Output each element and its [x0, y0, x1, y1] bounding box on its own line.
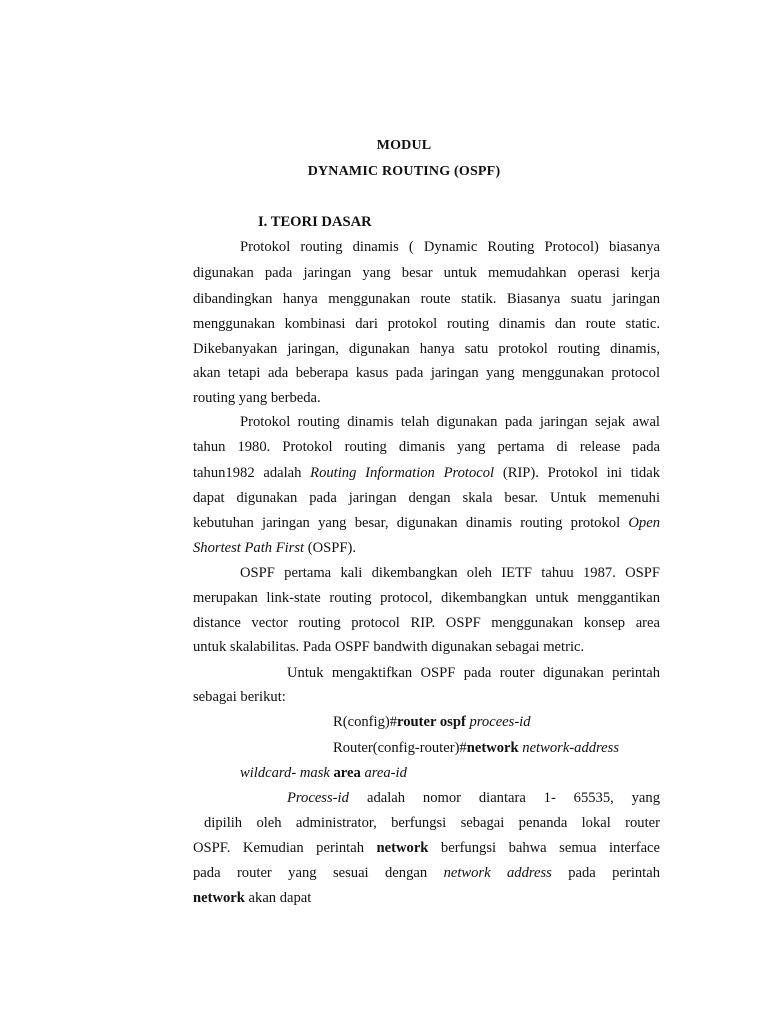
p4-line-2: sebagai berikut:	[193, 689, 286, 705]
p3-line-2: merupakan link-state routing protocol, dikembangkan untuk menggantikan	[193, 590, 660, 606]
doc-title-modul: MODUL	[376, 138, 432, 153]
p2-line-5: kebutuhan jaringan yang besar, digunakan dinamis routing protokol Open	[193, 515, 660, 531]
p2-line-1: Protokol routing dinamis telah digunakan pada jaringan sejak awal	[240, 414, 660, 430]
command-wildcard-area: wildcard- mask area area-id	[240, 765, 407, 781]
p1-line-1: Protokol routing dinamis ( Dynamic Routing Protocol) biasanya	[240, 239, 660, 255]
p1-line-4: menggunakan kombinasi dari protokol routing dinamis dan route static.	[193, 316, 660, 332]
p4-line-1: Untuk mengaktifkan OSPF pada router digunakan perintah	[287, 665, 660, 681]
p3-line-3: distance vector routing protocol RIP. OSPF menggunakan konsep area	[193, 615, 660, 631]
p5-line-4: pada router yang sesuai dengan network address pada perintah	[193, 865, 660, 881]
p1-line-3: dibandingkan hanya menggunakan route statik. Biasanya suatu jaringan	[193, 291, 660, 307]
p1-line-6: akan tetapi ada beberapa kasus pada jaringan yang menggunakan protocol	[193, 365, 660, 381]
p5-line-2: dipilih oleh administrator, berfungsi sebagai penanda lokal router	[204, 815, 660, 831]
p3-line-4: untuk skalabilitas. Pada OSPF bandwith digunakan sebagai metric.	[193, 639, 585, 655]
p3-line-1: OSPF pertama kali dikembangkan oleh IETF tahuu 1987. OSPF	[240, 565, 660, 581]
p5-line-3: OSPF. Kemudian perintah network berfungsi bahwa semua interface	[193, 840, 661, 856]
command-router-ospf: R(config)#router ospf procees-id	[333, 714, 531, 730]
doc-title-main: DYNAMIC ROUTING (OSPF)	[307, 164, 501, 179]
p2-line-3: tahun1982 adalah Routing Information Protocol (RIP). Protokol ini tidak	[193, 465, 660, 481]
section-heading: I. TEORI DASAR	[258, 214, 372, 230]
p1-line-5: Dikebanyakan jaringan, digunakan hanya satu protokol routing dinamis,	[193, 341, 660, 357]
p5-line-5: network akan dapat	[193, 890, 312, 906]
command-network: Router(config-router)#network network-address	[333, 740, 620, 756]
p2-line-4: dapat digunakan pada jaringan dengan skala besar. Untuk memenuhi	[193, 490, 660, 506]
p1-line-2: digunakan pada jaringan yang besar untuk memudahkan operasi kerja	[193, 265, 660, 281]
p2-line-2: tahun 1980. Protokol routing dimanis yang pertama di release pada	[193, 439, 660, 455]
p5-line-1: Process-id adalah nomor diantara 1- 65535, yang	[287, 790, 660, 806]
p1-line-7: routing yang berbeda.	[193, 390, 321, 406]
p2-line-6: Shortest Path First (OSPF).	[193, 540, 356, 556]
